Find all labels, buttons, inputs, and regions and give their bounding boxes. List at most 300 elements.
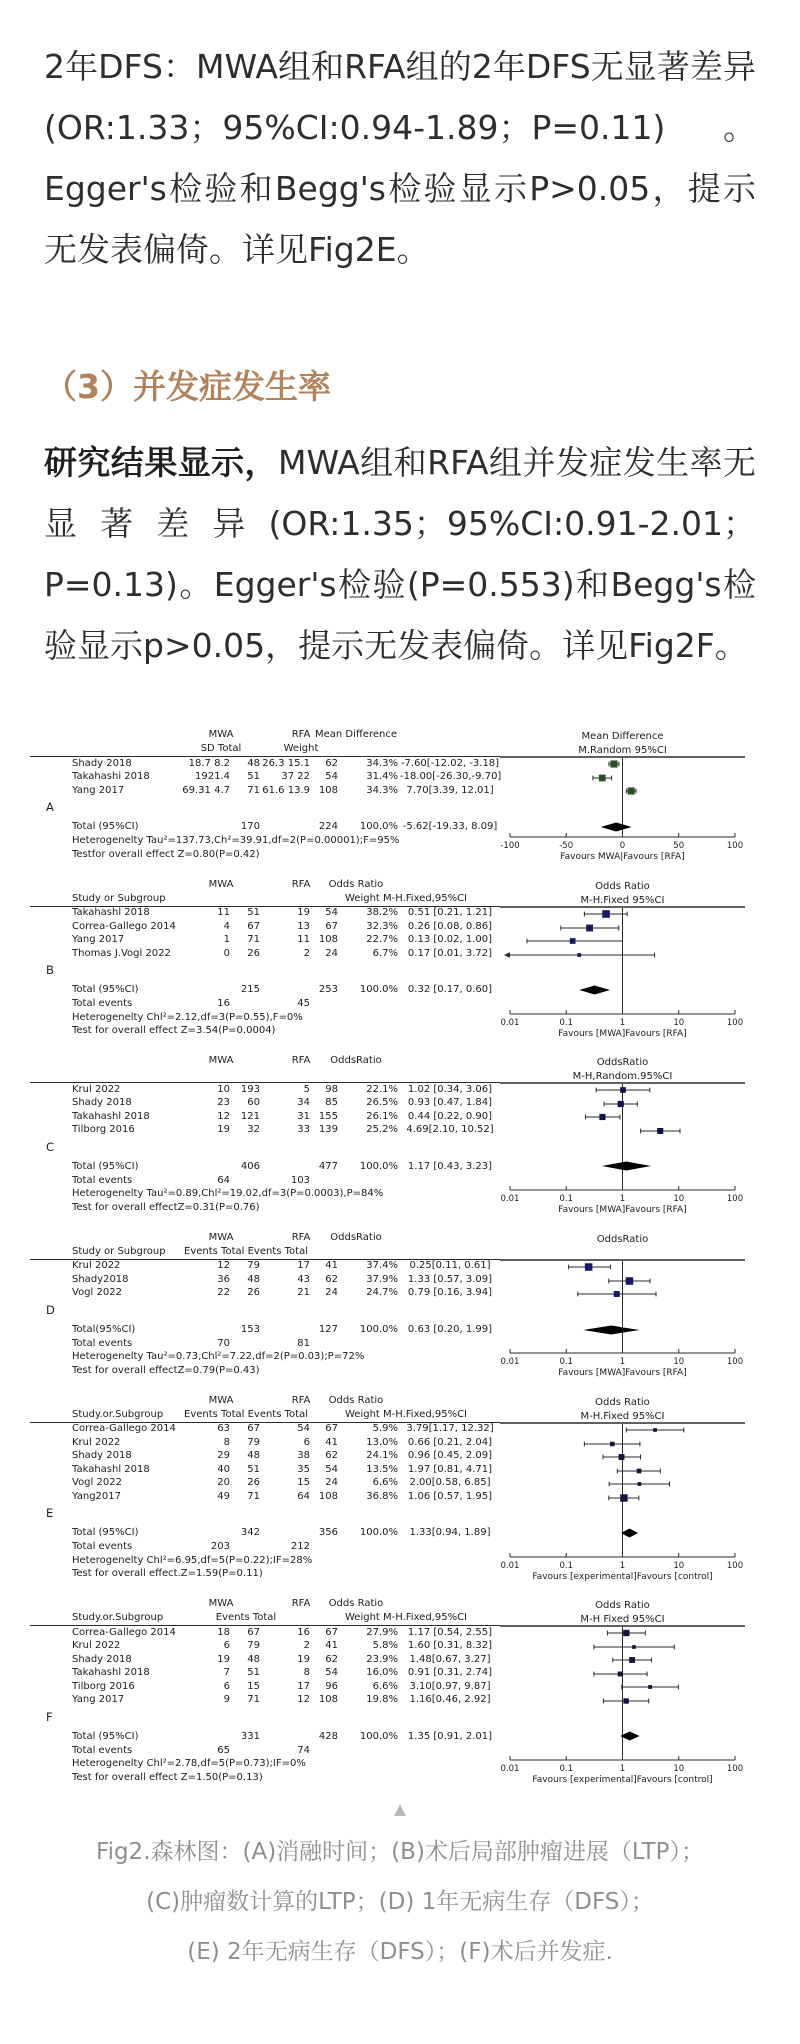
table-cell: Yang 2017 [72, 934, 125, 946]
table-cell: 4.69[2.10, 10.52] [406, 1124, 494, 1136]
panel-header-row [30, 728, 500, 742]
svg-text:M-H Fixed 95%CI: M-H Fixed 95%CI [580, 1614, 665, 1625]
table-cell: MWA [208, 1231, 234, 1243]
table-cell: MWA [208, 729, 234, 740]
svg-text:1: 1 [619, 1194, 626, 1204]
table-cell: 8 [223, 1436, 230, 1448]
study-row [30, 1110, 500, 1124]
table-cell: 69.31 4.7 [182, 784, 230, 796]
svg-text:M-H.Fixed 95%CI: M-H.Fixed 95%CI [580, 1410, 665, 1422]
table-cell: 54 [325, 1667, 338, 1679]
table-cell: 79 [247, 1436, 260, 1448]
table-cell: Shady 2018 [72, 1450, 132, 1462]
table-cell: RFA [291, 729, 311, 740]
table-cell: 26.3 15.1 [262, 757, 310, 769]
panel-header-row [30, 1597, 500, 1611]
heterogeneity-row [30, 1011, 500, 1025]
table-cell: 6.6% [372, 1477, 398, 1489]
table-cell: 26.1% [366, 1110, 398, 1122]
table-cell: Krul 2022 [72, 1260, 121, 1272]
table-cell: 34.3% [366, 784, 398, 796]
table-cell: 19 [297, 1653, 310, 1665]
table-cell: 26 [247, 947, 260, 959]
table-cell: Correa-Gallego 2014 [72, 1423, 176, 1435]
table-cell: 48 [247, 757, 260, 769]
table-cell: 13 [297, 920, 310, 932]
table-cell: 24 [325, 947, 338, 959]
table-cell: 32 [247, 1124, 260, 1136]
table-cell: 16.0% [366, 1667, 398, 1679]
svg-text:0.01: 0.01 [500, 1764, 520, 1774]
table-cell: 54 [325, 1463, 338, 1475]
table-cell: MWA [208, 1055, 234, 1066]
caption-line: (E) 2年无病生存（DFS）；(F)术后并发症. [187, 1938, 613, 1965]
forest-panel-E [30, 1394, 745, 1590]
table-cell: 26.5% [366, 1097, 398, 1109]
overall-effect-row [30, 848, 500, 862]
forest-table [30, 1394, 500, 1582]
table-cell: 22.1% [366, 1083, 398, 1095]
table-cell: Testfor overall effect Z=0.80(P=0.42) [72, 848, 260, 860]
table-cell: 342 [240, 1527, 260, 1538]
forest-panel-A [30, 728, 745, 870]
svg-text:10: 10 [673, 1764, 685, 1774]
table-cell: Study or Subgroup [72, 1245, 166, 1257]
svg-text:-50: -50 [559, 841, 574, 851]
table-cell: 63 [217, 1423, 230, 1435]
svg-text:1: 1 [619, 1356, 626, 1367]
table-cell: Test for overall effect Z=1.50(P=0.13) [72, 1771, 263, 1783]
table-cell: 0.79 [0.16, 3.94] [407, 1287, 493, 1299]
table-cell: 67 [247, 1626, 260, 1638]
forest-plot-svg-E [500, 1394, 745, 1594]
table-cell: 170 [240, 821, 260, 832]
table-cell: 19 [217, 1653, 230, 1665]
table-cell: 49 [217, 1490, 230, 1502]
table-cell: 36 [217, 1273, 230, 1285]
panel-subheader-row [30, 742, 500, 757]
table-cell: -7.60[-12.02, -3.18] [400, 757, 500, 769]
table-cell: 1.60 [0.31, 8.32] [407, 1640, 493, 1652]
table-cell: Takahashl 2018 [72, 1667, 150, 1679]
total-events-row [30, 1174, 500, 1188]
table-cell: 6.7% [372, 947, 398, 959]
panel-subheader-row [30, 1408, 500, 1423]
table-cell: 29 [217, 1450, 230, 1462]
table-cell: 48 [247, 1273, 260, 1285]
table-cell: 22 [217, 1287, 230, 1299]
table-cell: 41 [325, 1640, 338, 1652]
table-cell: 1.97 [0.81, 4.71] [407, 1463, 493, 1475]
table-cell: 100.0% [359, 1527, 398, 1538]
table-cell: Heterogenelty Chl²=2.78,df=5(P=0.73);IF=0% [72, 1758, 306, 1770]
table-cell: 5 [303, 1083, 310, 1095]
table-cell: Yang 2017 [72, 784, 125, 796]
table-cell: Study or Subgroup [72, 892, 166, 904]
table-cell: 54 [325, 771, 338, 783]
table-cell: Events Total Events Total [184, 1408, 308, 1420]
table-cell: 108 [318, 934, 338, 946]
panel-label: E [46, 1506, 54, 1520]
table-cell: 51 [247, 1667, 260, 1679]
table-cell: 43 [297, 1273, 310, 1285]
table-cell: 0.26 [0.08, 0.86] [407, 920, 493, 932]
table-cell: 64 [217, 1174, 230, 1186]
table-cell: 98 [325, 1083, 338, 1095]
forest-plot-svg-D [500, 1231, 745, 1390]
table-cell: 33 [297, 1124, 310, 1136]
table-cell: 0.63 [0.20, 1.99] [407, 1323, 493, 1335]
table-cell: 0.17 [0.01, 3.72] [407, 947, 493, 959]
forest-table [30, 1054, 500, 1215]
table-cell: Heterogenelty Tau²=137.73,Ch²=39.91,df=2(P=0.00001);F=95% [72, 835, 400, 847]
table-cell: Events Total Events Total [184, 1245, 308, 1257]
study-row [30, 784, 500, 798]
svg-text:0.1: 0.1 [559, 1017, 574, 1028]
spacer-row [30, 1504, 500, 1526]
table-cell: 100.0% [359, 821, 398, 832]
table-cell: Weight M-H.Fixed,95%CI [344, 892, 468, 904]
section-heading-complication-rate: （3）并发症发生率 [44, 367, 331, 406]
forest-table [30, 878, 500, 1039]
table-cell: Tilborg 2016 [72, 1124, 135, 1136]
overall-effect-row [30, 1568, 500, 1582]
svg-text:10: 10 [673, 1194, 685, 1204]
table-cell: 67 [325, 920, 338, 932]
svg-text:M-H.Fixed 95%CI: M-H.Fixed 95%CI [580, 894, 665, 906]
svg-text:0.01: 0.01 [500, 1356, 520, 1367]
table-cell: 477 [318, 1160, 338, 1172]
table-cell: Total (95%CI) [72, 1527, 139, 1538]
table-cell: 67 [325, 1626, 338, 1638]
total-events-row [30, 1744, 500, 1758]
table-cell: 16 [297, 1626, 310, 1638]
table-cell: RFA [291, 1394, 311, 1406]
table-cell: Shady 2018 [72, 757, 132, 769]
forest-plot-svg-F [500, 1597, 745, 1797]
table-cell: Thomas J.Vogl 2022 [72, 947, 171, 959]
svg-text:10: 10 [673, 1356, 685, 1367]
svg-text:Favours [MWA]Favours [RFA]: Favours [MWA]Favours [RFA] [558, 1205, 687, 1215]
table-cell: 18.7 8.2 [188, 757, 230, 769]
panel-header-row [30, 1054, 500, 1068]
panel-subheader-row [30, 1068, 500, 1083]
total-events-row [30, 1541, 500, 1555]
table-cell: 13.5% [366, 1463, 398, 1475]
table-cell: Total (95%CI) [72, 821, 139, 832]
table-cell: Takahashi 2018 [72, 771, 150, 783]
table-cell: 17 [297, 1260, 310, 1272]
table-cell: 54 [325, 907, 338, 919]
table-cell: Takahashl 2018 [72, 1110, 150, 1122]
svg-text:0.1: 0.1 [559, 1764, 574, 1774]
panel-header-row [30, 878, 500, 892]
svg-text:0.01: 0.01 [500, 1017, 520, 1028]
table-cell: 24 [325, 1477, 338, 1489]
table-cell: 0.13 [0.02, 1.00] [407, 934, 493, 946]
table-cell: 65 [217, 1744, 230, 1756]
svg-text:10: 10 [673, 1017, 685, 1028]
table-cell: Vogl 2022 [72, 1287, 122, 1299]
total-row [30, 1729, 500, 1744]
table-cell: Total(95%CI) [72, 1323, 136, 1335]
table-cell: 15 [297, 1477, 310, 1489]
table-cell: 108 [318, 1694, 338, 1706]
table-cell: Heterogenelty Chl²=2.12,df=3(P=0.55),F=0% [72, 1011, 303, 1023]
table-cell: Shady 2018 [72, 1097, 132, 1109]
table-cell: 19.8% [366, 1694, 398, 1706]
table-cell: Total events [72, 998, 133, 1010]
study-row [30, 1477, 500, 1491]
study-row [30, 947, 500, 961]
forest-panel-F [30, 1597, 745, 1793]
panel-label: F [46, 1709, 53, 1724]
svg-text:0.01: 0.01 [500, 1194, 520, 1204]
table-cell: 1.06 [0.57, 1.95] [407, 1490, 493, 1502]
table-cell: 31 [297, 1110, 310, 1122]
table-cell: RFA [291, 1055, 311, 1066]
table-cell: MWA [208, 878, 234, 890]
study-row [30, 1680, 500, 1694]
table-cell: 2 [303, 947, 310, 959]
total-events-row [30, 998, 500, 1012]
study-row [30, 920, 500, 934]
table-cell: 1 [223, 934, 230, 946]
table-cell: 25.2% [366, 1124, 398, 1136]
table-cell: 11 [297, 934, 310, 946]
table-cell: OddsRatio [330, 1231, 382, 1243]
table-cell: 6 [223, 1680, 230, 1692]
table-cell: 108 [318, 784, 338, 796]
table-cell: 79 [247, 1640, 260, 1652]
table-cell: 15 [247, 1680, 260, 1692]
table-cell: RFA [291, 878, 311, 890]
table-cell: 51 [247, 771, 260, 783]
forest-plot-figure-fig2 [30, 728, 745, 1793]
table-cell: 60 [247, 1097, 260, 1109]
table-cell: Tilborg 2016 [72, 1680, 135, 1692]
heterogeneity-row [30, 1351, 500, 1365]
table-cell: 62 [325, 1653, 338, 1665]
table-cell: 37.9% [366, 1273, 398, 1285]
table-cell: 24 [325, 1287, 338, 1299]
table-cell: 34.3% [366, 757, 398, 769]
svg-text:100: 100 [726, 1194, 744, 1204]
table-cell: 71 [247, 1490, 260, 1502]
svg-text:0.01: 0.01 [500, 1560, 520, 1571]
table-cell: 61.6 13.9 [262, 784, 310, 796]
table-cell: 51 [247, 907, 260, 919]
heterogeneity-row [30, 1554, 500, 1568]
panel-label: A [46, 800, 54, 814]
table-cell: Odds Ratio [328, 1598, 384, 1609]
total-events-row [30, 1337, 500, 1351]
table-cell: 35 [297, 1463, 310, 1475]
study-row [30, 1694, 500, 1708]
study-row [30, 757, 500, 771]
table-cell: 51 [247, 1463, 260, 1475]
table-cell: Vogl 2022 [72, 1477, 122, 1489]
panel-header-row [30, 1231, 500, 1245]
table-cell: 2 [303, 1640, 310, 1652]
table-cell: 1.48[0.67, 3.27] [409, 1653, 491, 1665]
spacer-row [30, 1707, 500, 1729]
study-row [30, 1653, 500, 1667]
table-cell: Krul 2022 [72, 1436, 121, 1448]
table-cell: 127 [318, 1323, 338, 1335]
table-cell: 38.2% [366, 907, 398, 919]
study-row [30, 1260, 500, 1274]
table-cell: 1.33[0.94, 1.89] [409, 1527, 491, 1538]
table-cell: 36.8% [366, 1490, 398, 1502]
table-cell: Study.or.Subgroup [72, 1612, 164, 1623]
svg-text:10: 10 [673, 1560, 685, 1571]
total-row [30, 983, 500, 998]
study-row [30, 1097, 500, 1111]
table-cell: 3.10[0.97, 9.87] [409, 1680, 491, 1692]
table-cell: 70 [217, 1337, 230, 1349]
table-cell: -5.62[-19.33, 8.09] [402, 821, 498, 832]
spacer-row [30, 961, 500, 983]
table-cell: MWA [208, 1598, 234, 1609]
study-row [30, 771, 500, 785]
svg-text:OddsRatio: OddsRatio [596, 1233, 649, 1245]
table-cell: 100.0% [359, 1323, 398, 1335]
forest-panel-D [30, 1231, 745, 1386]
table-cell: 71 [247, 784, 260, 796]
svg-text:100: 100 [726, 1560, 744, 1571]
table-cell: 0.96 [0.45, 2.09] [407, 1450, 493, 1462]
table-cell: Shady2018 [72, 1273, 129, 1285]
table-cell: 1.02 [0.34, 3.06] [407, 1083, 493, 1095]
table-cell: Krul 2022 [72, 1640, 121, 1652]
table-cell: Test for overall effectZ=0.79(P=0.43) [72, 1364, 260, 1376]
table-cell: Krul 2022 [72, 1083, 121, 1095]
study-row [30, 1083, 500, 1097]
table-cell: 5.9% [372, 1423, 398, 1435]
table-cell: 48 [247, 1450, 260, 1462]
table-cell: 20 [217, 1477, 230, 1489]
svg-text:OddsRatio: OddsRatio [596, 1057, 649, 1068]
table-cell: 41 [325, 1436, 338, 1448]
forest-table [30, 728, 500, 862]
table-cell: 38 [297, 1450, 310, 1462]
heterogeneity-row [30, 1758, 500, 1772]
table-cell: 1.16[0.46, 2.92] [409, 1694, 491, 1706]
table-cell: 18 [217, 1626, 230, 1638]
table-cell: 12 [217, 1110, 230, 1122]
table-cell: Heterogenelty Tau²=0.73,Chl²=7.22,df=2(P=0.03);P=72% [72, 1351, 365, 1363]
table-cell: 212 [290, 1541, 310, 1553]
svg-text:M.Random 95%CI: M.Random 95%CI [578, 745, 667, 756]
study-row [30, 1463, 500, 1477]
panel-header-row [30, 1394, 500, 1408]
table-cell: 224 [318, 821, 338, 832]
table-cell: 155 [318, 1110, 338, 1122]
table-cell: RFA [291, 1598, 311, 1609]
spacer-row [30, 1300, 500, 1322]
table-cell: 9 [223, 1694, 230, 1706]
forest-table [30, 1597, 500, 1785]
table-cell: 81 [297, 1337, 310, 1349]
overall-effect-row [30, 1771, 500, 1785]
figure-caption [0, 1827, 800, 1977]
table-cell: Heterogenelty Chl²=6.95,df=5(P=0.22);IF=28% [72, 1554, 313, 1566]
table-cell: 26 [247, 1287, 260, 1299]
forest-table [30, 1231, 500, 1378]
table-cell: Mean Difference [315, 729, 397, 740]
table-cell: 10 [217, 1083, 230, 1095]
caption-line: (C)肿瘤数计算的LTP；(D) 1年无病生存（DFS）； [146, 1888, 654, 1915]
table-cell: 79 [247, 1260, 260, 1272]
table-cell: 12 [217, 1260, 230, 1272]
table-cell: Total (95%CI) [72, 1730, 139, 1742]
table-cell: Heterogenelty Tau²=0.89,Chl²=19.02,df=3(P=0.0003),P=84% [72, 1188, 384, 1200]
panel-label: B [46, 963, 54, 977]
table-cell: Test for overall effect.Z=1.59(P=0.11) [72, 1568, 263, 1580]
table-cell: 21 [297, 1287, 310, 1299]
table-cell: 1.17 [0.54, 2.55] [407, 1626, 493, 1638]
svg-text:M-H,Random.95%CI: M-H,Random.95%CI [572, 1071, 673, 1082]
table-cell: 5.8% [372, 1640, 398, 1652]
spacer-row [30, 798, 500, 820]
panel-label: D [46, 1302, 55, 1317]
table-cell: 121 [240, 1110, 260, 1122]
table-cell: 100.0% [359, 1160, 398, 1172]
study-row [30, 1667, 500, 1681]
table-cell: Total events [72, 1174, 133, 1186]
forest-panel-C [30, 1054, 745, 1223]
caption-line: Fig2.森林图：(A)消融时间；(B)术后局部肿瘤进展（LTP）； [96, 1838, 704, 1865]
table-cell: Odds Ratio [328, 1394, 384, 1406]
svg-text:Mean Difference: Mean Difference [581, 731, 664, 742]
overall-effect-row [30, 1025, 500, 1039]
svg-text:Favours MWA|Favours [RFA]: Favours MWA|Favours [RFA] [560, 852, 685, 862]
overall-effect-row [30, 1364, 500, 1378]
svg-text:100: 100 [726, 841, 744, 851]
study-row [30, 1450, 500, 1464]
svg-text:0.1: 0.1 [559, 1194, 574, 1204]
table-cell: 428 [318, 1730, 338, 1742]
table-cell: 1921.4 [195, 771, 230, 783]
table-cell: 31.4% [366, 771, 398, 783]
table-cell: 27.9% [366, 1626, 398, 1638]
svg-text:0.1: 0.1 [559, 1356, 574, 1367]
svg-text:50: 50 [673, 841, 685, 851]
svg-text:Odds Ratio: Odds Ratio [595, 880, 650, 892]
svg-text:1: 1 [619, 1017, 626, 1028]
total-row [30, 1322, 500, 1337]
table-cell: 193 [240, 1083, 260, 1095]
table-cell: Total (95%CI) [72, 1160, 139, 1172]
table-cell: 71 [247, 1694, 260, 1706]
collapse-triangle-icon: ▲ [394, 1799, 406, 1818]
table-cell: Test for overall effect Z=3.54(P=0.0004) [72, 1025, 276, 1037]
table-cell: 85 [325, 1097, 338, 1109]
table-cell: 4 [223, 920, 230, 932]
table-cell: 406 [240, 1160, 260, 1172]
table-cell: Yang2017 [72, 1490, 121, 1502]
spacer-row [30, 1137, 500, 1159]
table-cell: Weight M-H.Fixed,95%CI [344, 1408, 468, 1420]
table-cell: 62 [325, 1273, 338, 1285]
study-row [30, 1423, 500, 1437]
table-cell: 16 [217, 998, 230, 1010]
svg-text:Favours [MWA]Favours [RFA]: Favours [MWA]Favours [RFA] [558, 1028, 687, 1039]
table-cell: 34 [297, 1097, 310, 1109]
table-cell: 32.3% [366, 920, 398, 932]
table-cell: 24.1% [366, 1450, 398, 1462]
